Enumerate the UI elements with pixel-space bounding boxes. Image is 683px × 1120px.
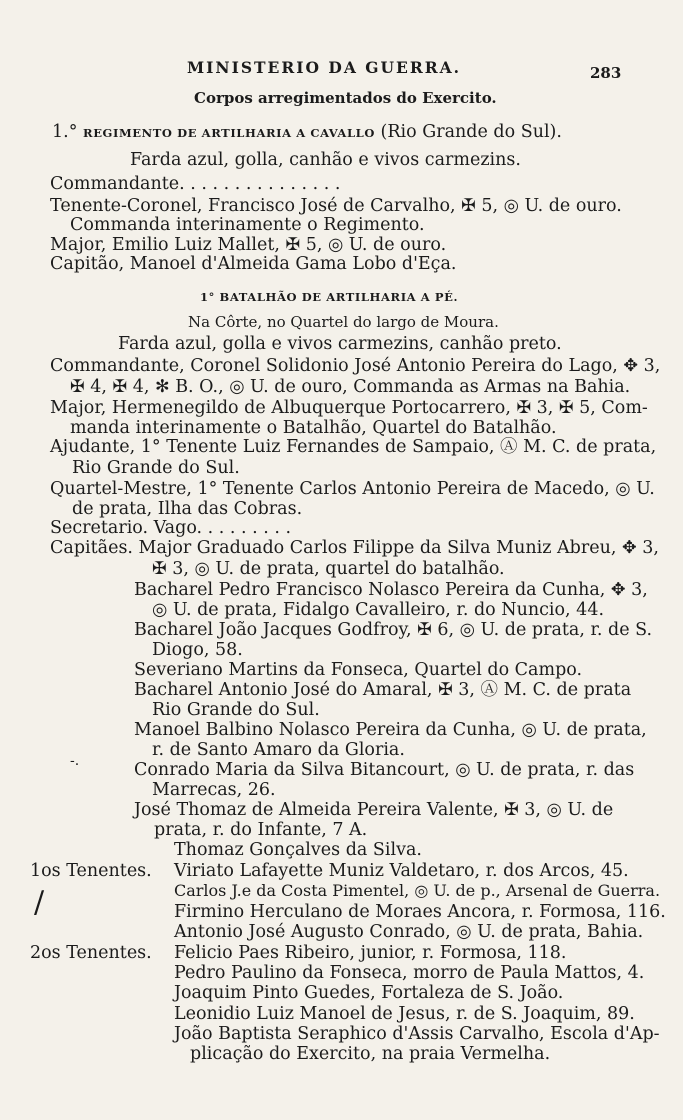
margin-slash-mark: / (34, 885, 45, 920)
section2-line: Pedro Paulino da Fonseca, morro de Paula Mattos, 4. (174, 963, 645, 983)
section2-line: Major, Hermenegildo de Albuquerque Portocarrero, ✠ 3, ✠ 5, Com- (50, 398, 648, 418)
page-number: 283 (590, 64, 622, 82)
section2-line: Rio Grande do Sul. (72, 458, 240, 478)
section2-uniform: Farda azul, golla e vivos carmezins, canhão preto. (118, 334, 562, 354)
section2-line: Conrado Maria da Silva Bitancourt, ◎ U. de prata, r. das (134, 760, 635, 780)
section2-line: ◎ U. de prata, Fidalgo Cavalleiro, r. do Nuncio, 44. (152, 600, 605, 620)
section1-uniform: Farda azul, golla, canhão e vivos carmezins. (130, 150, 521, 170)
section2-line: ✠ 3, ◎ U. de prata, quartel do batalhão. (152, 559, 505, 579)
section2-line: Bacharel Antonio José do Amaral, ✠ 3, Ⓐ M. C. de prata (134, 680, 632, 700)
section2-location: Na Côrte, no Quartel do largo de Moura. (188, 313, 499, 331)
section2-line: Antonio José Augusto Conrado, ◎ U. de prata, Bahia. (174, 922, 644, 942)
section2-line: Commandante, Coronel Solidonio José Antonio Pereira do Lago, ✥ 3, (50, 356, 661, 376)
section2-heading: 1° BATALHÃO DE ARTILHARIA A PÉ. (200, 290, 459, 304)
margin-tilde-mark: -. (70, 753, 80, 769)
section2-line: Secretario. Vago. . . . . . . . . (50, 518, 292, 538)
section1-heading-caps: REGIMENTO DE ARTILHARIA A CAVALLO (83, 126, 375, 140)
section2-line: r. de Santo Amaro da Gloria. (152, 740, 405, 760)
section2-line: Bacharel João Jacques Godfroy, ✠ 6, ◎ U. de prata, r. de S. (134, 620, 653, 640)
section1-heading-place: (Rio Grande do Sul). (380, 122, 562, 142)
section1-heading-num: 1.° (52, 122, 78, 142)
section2-line: Rio Grande do Sul. (152, 700, 320, 720)
section2-line: Viriato Lafayette Muniz Valdetaro, r. dos Arcos, 45. (174, 861, 629, 881)
first-lieutenants-label: 1os Tenentes. (30, 861, 152, 881)
section2-line: Bacharel Pedro Francisco Nolasco Pereira da Cunha, ✥ 3, (134, 580, 648, 600)
section2-line: João Baptista Seraphico d'Assis Carvalho, Escola d'Ap- (174, 1024, 660, 1044)
section2-line: prata, r. do Infante, 7 A. (154, 820, 368, 840)
section1-line: Commanda interinamente o Regimento. (70, 215, 425, 235)
section2-line: Firmino Herculano de Moraes Ancora, r. Formosa, 116. (174, 902, 666, 922)
page-title: MINISTERIO DA GUERRA. (187, 58, 462, 77)
section2-line: Diogo, 58. (152, 640, 243, 660)
section2-line: plicação do Exercito, na praia Vermelha. (190, 1044, 551, 1064)
section1-heading (52, 122, 562, 143)
section2-line: Joaquim Pinto Guedes, Fortaleza de S. João. (174, 983, 564, 1003)
section1-line: Commandante. . . . . . . . . . . . . . . (50, 174, 341, 194)
section2-line: José Thomaz de Almeida Pereira Valente, ✠ 3, ◎ U. de (134, 800, 614, 820)
page-subtitle: Corpos arregimentados do Exercito. (194, 89, 497, 107)
section2-line: Quartel-Mestre, 1° Tenente Carlos Antonio Pereira de Macedo, ◎ U. (50, 479, 655, 499)
section2-line: manda interinamente o Batalhão, Quartel do Batalhão. (70, 418, 557, 438)
section1-line: Major, Emilio Luiz Mallet, ✠ 5, ◎ U. de ouro. (50, 235, 447, 255)
section2-line: Carlos J.e da Costa Pimentel, ◎ U. de p., Arsenal de Guerra. (174, 881, 661, 900)
section1-line: Tenente-Coronel, Francisco José de Carvalho, ✠ 5, ◎ U. de ouro. (50, 196, 622, 216)
section2-line: ✠ 4, ✠ 4, ✻ B. O., ◎ U. de ouro, Commanda as Armas na Bahia. (70, 377, 631, 397)
second-lieutenants-label: 2os Tenentes. (30, 943, 152, 963)
section1-line: Capitão, Manoel d'Almeida Gama Lobo d'Eça. (50, 254, 457, 274)
section2-line: Felicio Paes Ribeiro, junior, r. Formosa, 118. (174, 943, 567, 963)
section2-line: Ajudante, 1° Tenente Luiz Fernandes de Sampaio, Ⓐ M. C. de prata, (50, 437, 657, 457)
section2-line: Capitães. Major Graduado Carlos Filippe da Silva Muniz Abreu, ✥ 3, (50, 538, 659, 558)
section2-line: Marrecas, 26. (152, 780, 276, 800)
section2-line: Thomaz Gonçalves da Silva. (174, 840, 422, 860)
section2-line: Leonidio Luiz Manoel de Jesus, r. de S. Joaquim, 89. (174, 1004, 635, 1024)
section2-line: de prata, Ilha das Cobras. (72, 499, 303, 519)
section2-line: Manoel Balbino Nolasco Pereira da Cunha, ◎ U. de prata, (134, 720, 647, 740)
section2-line: Severiano Martins da Fonseca, Quartel do Campo. (134, 660, 583, 680)
